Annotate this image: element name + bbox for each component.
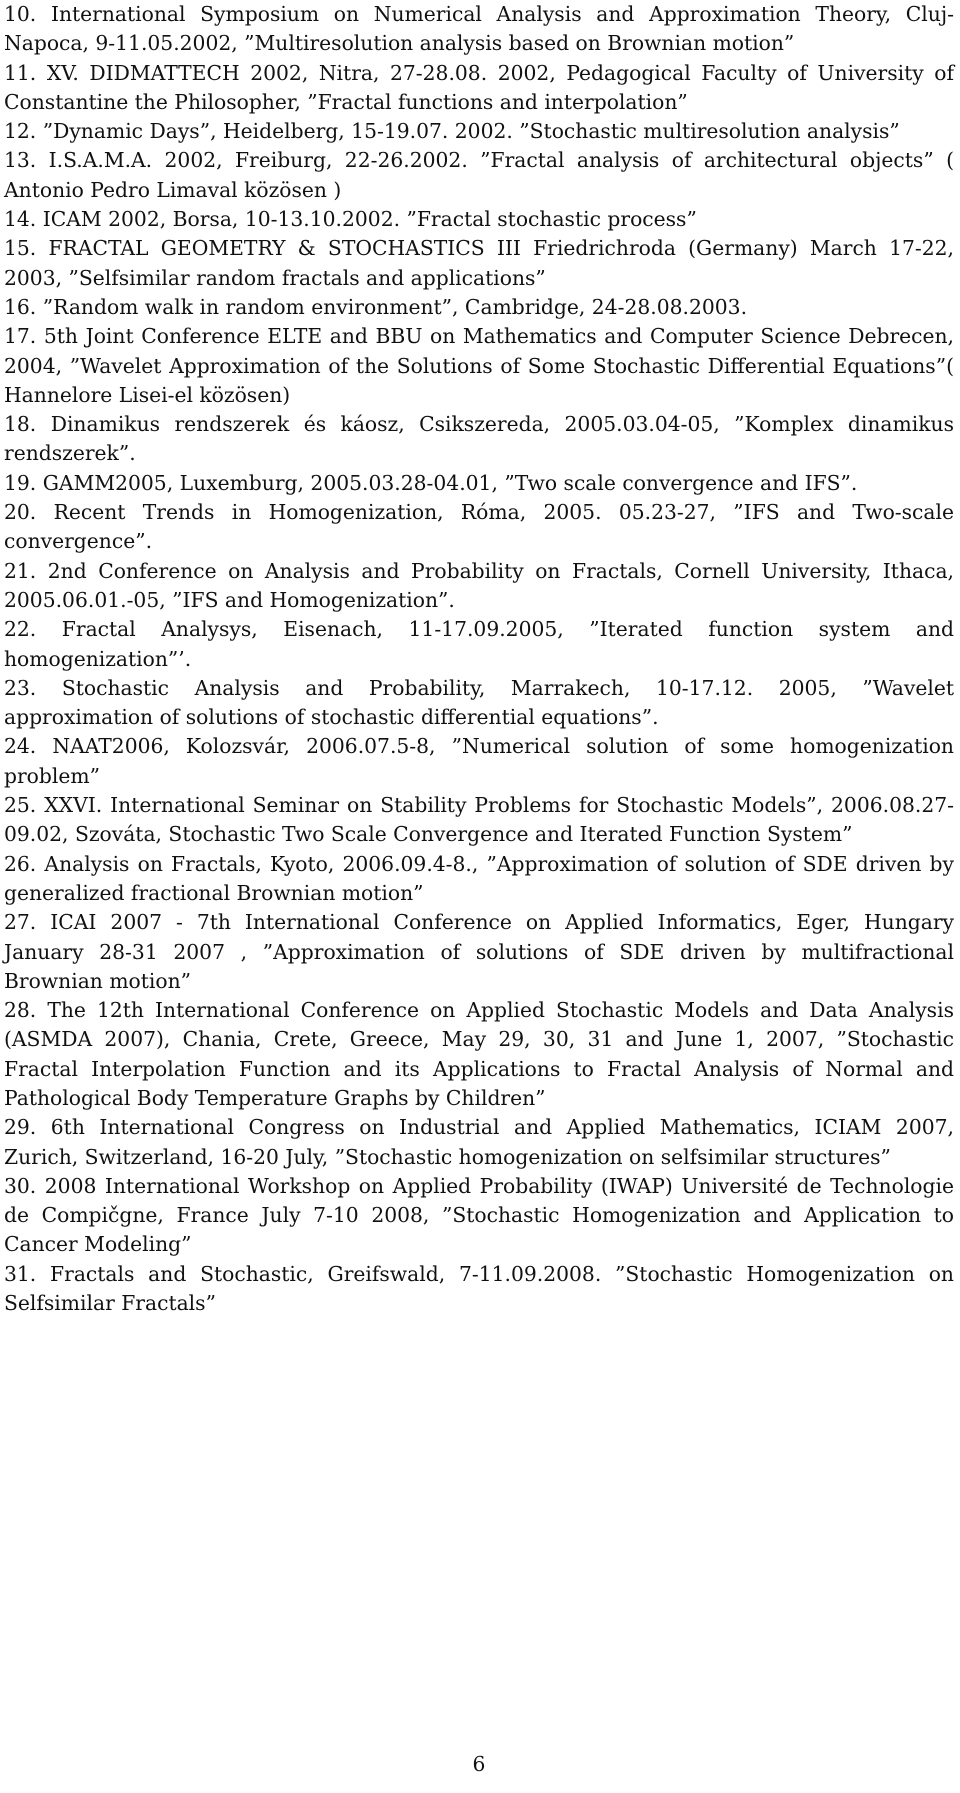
entry-number: 20.	[4, 500, 37, 525]
entry-number: 11.	[4, 60, 37, 85]
entry-text: Dinamikus rendszerek és káosz, Csikszereda, 2005.03.04-05, ”Komplex dinamikus rendszerek”.	[4, 412, 954, 466]
list-item	[4, 996, 954, 1113]
list-item	[4, 557, 954, 616]
entry-text: FRACTAL GEOMETRY & STOCHASTICS III Friedrichroda (Germany) March 17-22, 2003, ”Selfsimilar random fractals and applications”	[4, 236, 954, 290]
entry-number: 25.	[4, 793, 37, 818]
list-item	[4, 1113, 954, 1172]
entry-text: 2008 International Workshop on Applied Probability (IWAP) Université de Technologie de Compičgne, France July 7-10 2008, ”Stochastic Homogenization and Application to Cancer Modeling”	[4, 1173, 954, 1257]
entry-number: 23.	[4, 675, 37, 700]
entry-number: 19.	[4, 470, 37, 495]
entry-text: XXVI. International Seminar on Stability Problems for Stochastic Models”, 2006.08.27-09.02, Szováta, Stochastic Two Scale Convergence and Iterated Function System”	[4, 793, 954, 847]
entry-text: NAAT2006, Kolozsvár, 2006.07.5-8, ”Numerical solution of some homogenization problem”	[4, 734, 954, 788]
document-page	[4, 0, 954, 1793]
entry-text: ICAI 2007 - 7th International Conference on Applied Informatics, Eger, Hungary January 28-31 2007 , ”Approximation of solutions of SDE driven by multifractional Brownian motion”	[4, 910, 954, 993]
list-item	[4, 59, 954, 118]
entry-text: Recent Trends in Homogenization, Róma, 2005. 05.23-27, ”IFS and Two-scale convergence”.	[4, 500, 954, 554]
list-item	[4, 410, 954, 469]
entry-number: 24.	[4, 734, 37, 759]
entry-text: 5th Joint Conference ELTE and BBU on Mathematics and Computer Science Debrecen, 2004, ”Wavelet Approximation of the Solutions of Some Stochastic Differential Equations”( Hannelore Lisei-el közösen)	[4, 324, 955, 407]
entry-number: 12.	[4, 119, 37, 144]
list-item	[4, 234, 954, 293]
entry-number: 15.	[4, 236, 37, 261]
entry-number: 28.	[4, 998, 37, 1023]
list-item	[4, 498, 954, 557]
entry-number: 16.	[4, 294, 37, 319]
list-item	[4, 205, 954, 234]
entry-number: 22.	[4, 617, 37, 642]
entry-text: Analysis on Fractals, Kyoto, 2006.09.4-8., ”Approximation of solution of SDE driven by generalized fractional Brownian motion”	[4, 851, 954, 905]
entry-text: XV. DIDMATTECH 2002, Nitra, 27-28.08. 2002, Pedagogical Faculty of University of Constantine the Philosopher, ”Fractal functions and interpolation”	[4, 60, 954, 114]
entry-number: 31.	[4, 1261, 37, 1286]
entry-text: 2nd Conference on Analysis and Probability on Fractals, Cornell University, Ithaca, 2005.06.01.-05, ”IFS and Homogenization”.	[4, 558, 954, 612]
entry-number: 26.	[4, 851, 37, 876]
list-item	[4, 1260, 954, 1319]
entry-number: 17.	[4, 324, 37, 349]
entry-number: 21.	[4, 558, 37, 583]
entry-number: 29.	[4, 1115, 37, 1140]
entry-text: Fractal Analysys, Eisenach, 11-17.09.2005, ”Iterated function system and homogenization”’.	[4, 617, 954, 671]
list-item	[4, 732, 954, 791]
entry-text: ”Dynamic Days”, Heidelberg, 15-19.07. 2002. ”Stochastic multiresolution analysis”	[42, 119, 900, 144]
entry-text: GAMM2005, Luxemburg, 2005.03.28-04.01, ”Two scale convergence and IFS”.	[42, 470, 858, 495]
entry-text: Stochastic Analysis and Probability, Marrakech, 10-17.12. 2005, ”Wavelet approximation of solutions of stochastic differential equations”.	[4, 675, 954, 730]
list-item	[4, 1172, 954, 1260]
entry-number: 18.	[4, 412, 37, 437]
entry-number: 27.	[4, 910, 37, 935]
entry-number: 13.	[4, 148, 37, 173]
entry-text: 6th International Congress on Industrial and Applied Mathematics, ICIAM 2007, Zurich, Switzerland, 16-20 July, ”Stochastic homogenization on selfsimilar structures”	[4, 1115, 954, 1169]
conference-talk-list	[4, 0, 954, 1318]
entry-text: ”Random walk in random environment”, Cambridge, 24-28.08.2003.	[42, 294, 748, 319]
list-item	[4, 146, 954, 205]
entry-text: I.S.A.M.A. 2002, Freiburg, 22-26.2002. ”Fractal analysis of architectural objects” ( Antonio Pedro Limaval közösen )	[4, 148, 954, 202]
entry-number: 10.	[4, 2, 37, 26]
list-item	[4, 674, 954, 733]
list-item	[4, 469, 954, 498]
list-item	[4, 322, 954, 410]
list-item	[4, 0, 954, 59]
entry-text: Fractals and Stochastic, Greifswald, 7-11.09.2008. ”Stochastic Homogenization on Selfsimilar Fractals”	[4, 1261, 954, 1316]
list-item	[4, 615, 954, 674]
list-item	[4, 908, 954, 996]
entry-number: 14.	[4, 207, 37, 232]
list-item	[4, 850, 954, 909]
list-item	[4, 293, 954, 322]
entry-number: 30.	[4, 1173, 37, 1198]
list-item	[4, 791, 954, 850]
entry-text: International Symposium on Numerical Analysis and Approximation Theory, Cluj-Napoca, 9-11.05.2002, ”Multiresolution analysis based on Brownian motion”	[4, 2, 954, 56]
list-item	[4, 117, 954, 146]
entry-text: The 12th International Conference on Applied Stochastic Models and Data Analysis (ASMDA 2007), Chania, Crete, Greece, May 29, 30, 31 and June 1, 2007, ”Stochastic Fractal Interpolation Function and its Applications to Fractal Analysis of Normal and Pathological Body Temperature Graphs by Children”	[4, 998, 954, 1110]
entry-text: ICAM 2002, Borsa, 10-13.10.2002. ”Fractal stochastic process”	[42, 207, 697, 232]
page-number: 6	[472, 1752, 486, 1776]
